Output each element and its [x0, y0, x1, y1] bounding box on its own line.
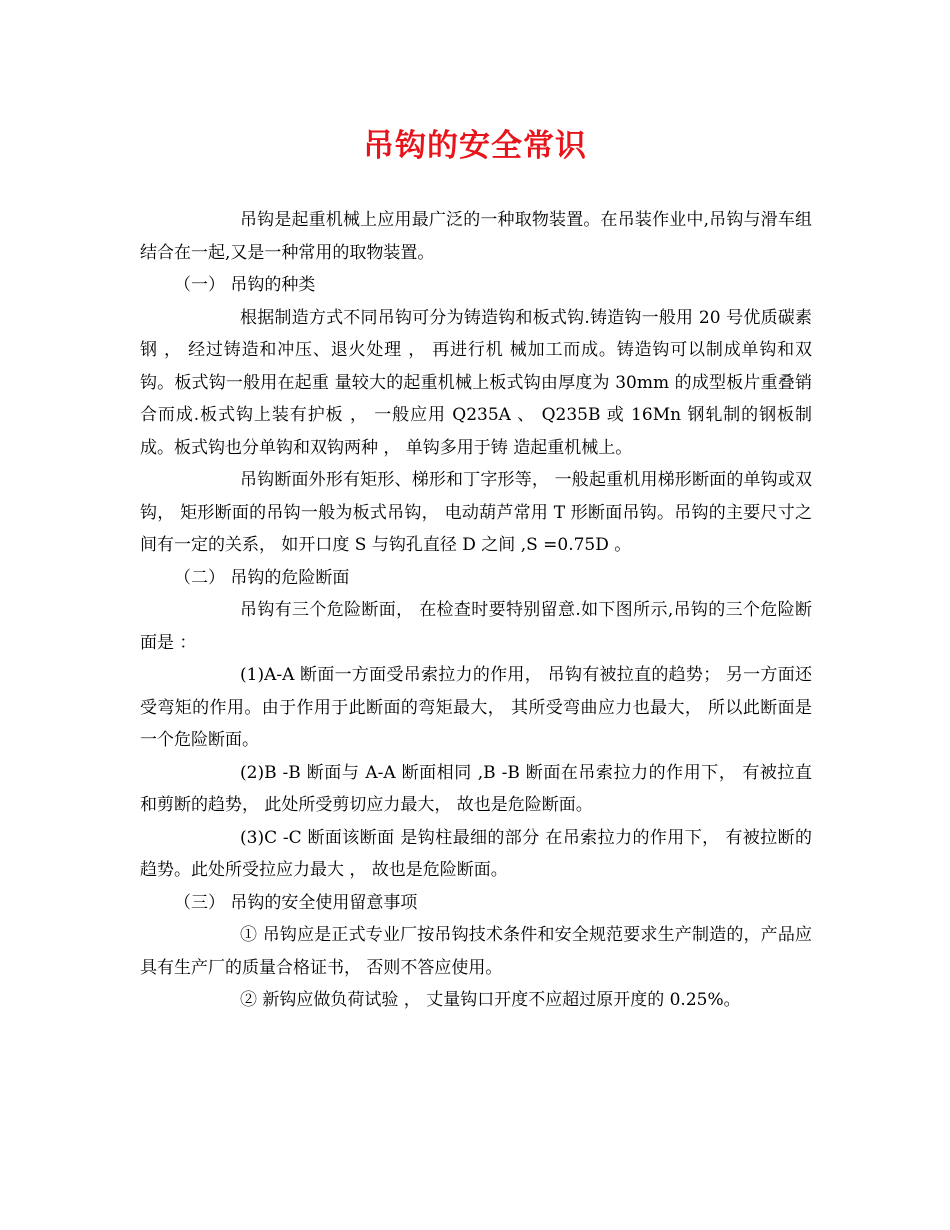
- section-heading-danger-sections: （二） 吊钩的危险断面: [174, 567, 350, 588]
- danger-intro-paragraph: 吊钩有三个危险断面， 在检查时要特别留意.如下图所示,吊钩的三个危险断面是 ：: [140, 600, 812, 653]
- document-title: 吊钩的安全常识: [363, 128, 587, 164]
- section-heading-safety-notes: （三） 吊钩的安全使用留意事项: [174, 892, 418, 913]
- danger-section-aa: (1)A-A 断面一方面受吊索拉力的作用， 吊钩有被拉直的趋势； 另一方面还受弯矩的作用。由于作用于此断面的弯矩最大， 其所受弯曲应力也最大， 所以此断面是一个危险断面。: [140, 665, 812, 750]
- safety-note-2: ② 新钩应做负荷试验 ， 丈量钩口开度不应超过原开度的 0.25%。: [240, 990, 741, 1010]
- document-body: [140, 204, 812, 1017]
- section-heading-types: （一） 吊钩的种类: [174, 275, 316, 295]
- danger-section-cc: (3)C -C 断面该断面 是钩柱最细的部分 在吊索拉力的作用下， 有被拉断的趋势。此处所受拉应力最大 ， 故也是危险断面。: [140, 827, 812, 880]
- types-paragraph-manufacturing: 根据制造方式不同吊钩可分为铸造钩和板式钩.铸造钩一般用 20 号优质碳素钢 ， 经过铸造和冲压、退火处理 ， 再进行机 械加工而成。铸造钩可以制成单钩和双钩。板式钩一般用在起重 量较大的起重机械上板式钩由厚度为 30mm 的成型板片重叠销合而成.板式钩上装有护板 ， 一般应用 Q235A 、 Q235B 或 16Mn 钢轧制的钢板制成。板式钩也分单钩和双钩两种 ， 单钩多用于铸 造起重机械上。: [140, 307, 812, 458]
- danger-section-bb: (2)B -B 断面与 A-A 断面相同 ,B -B 断面在吊索拉力的作用下， 有被拉直和剪断的趋势， 此处所受剪切应力最大， 故也是危险断面。: [140, 762, 812, 815]
- types-paragraph-cross-section: 吊钩断面外形有矩形、梯形和丁字形等， 一般起重机用梯形断面的单钩或双钩， 矩形断面的吊钩一般为板式吊钩， 电动葫芦常用 T 形断面吊钩。吊钩的主要尺寸之间有一定的关系， 如开口度 S 与钩孔直径 D 之间 ,S =0.75D 。: [140, 470, 812, 555]
- intro-paragraph: 吊钩是起重机械上应用最广泛的一种取物装置。在吊装作业中,吊钩与滑车组结合在一起,又是一种常用的取物装置。: [140, 210, 812, 263]
- safety-note-1: ① 吊钩应是正式专业厂按吊钩技术条件和安全规范要求生产制造的，产品应具有生产厂的质量合格证书， 否则不答应使用。: [140, 925, 812, 978]
